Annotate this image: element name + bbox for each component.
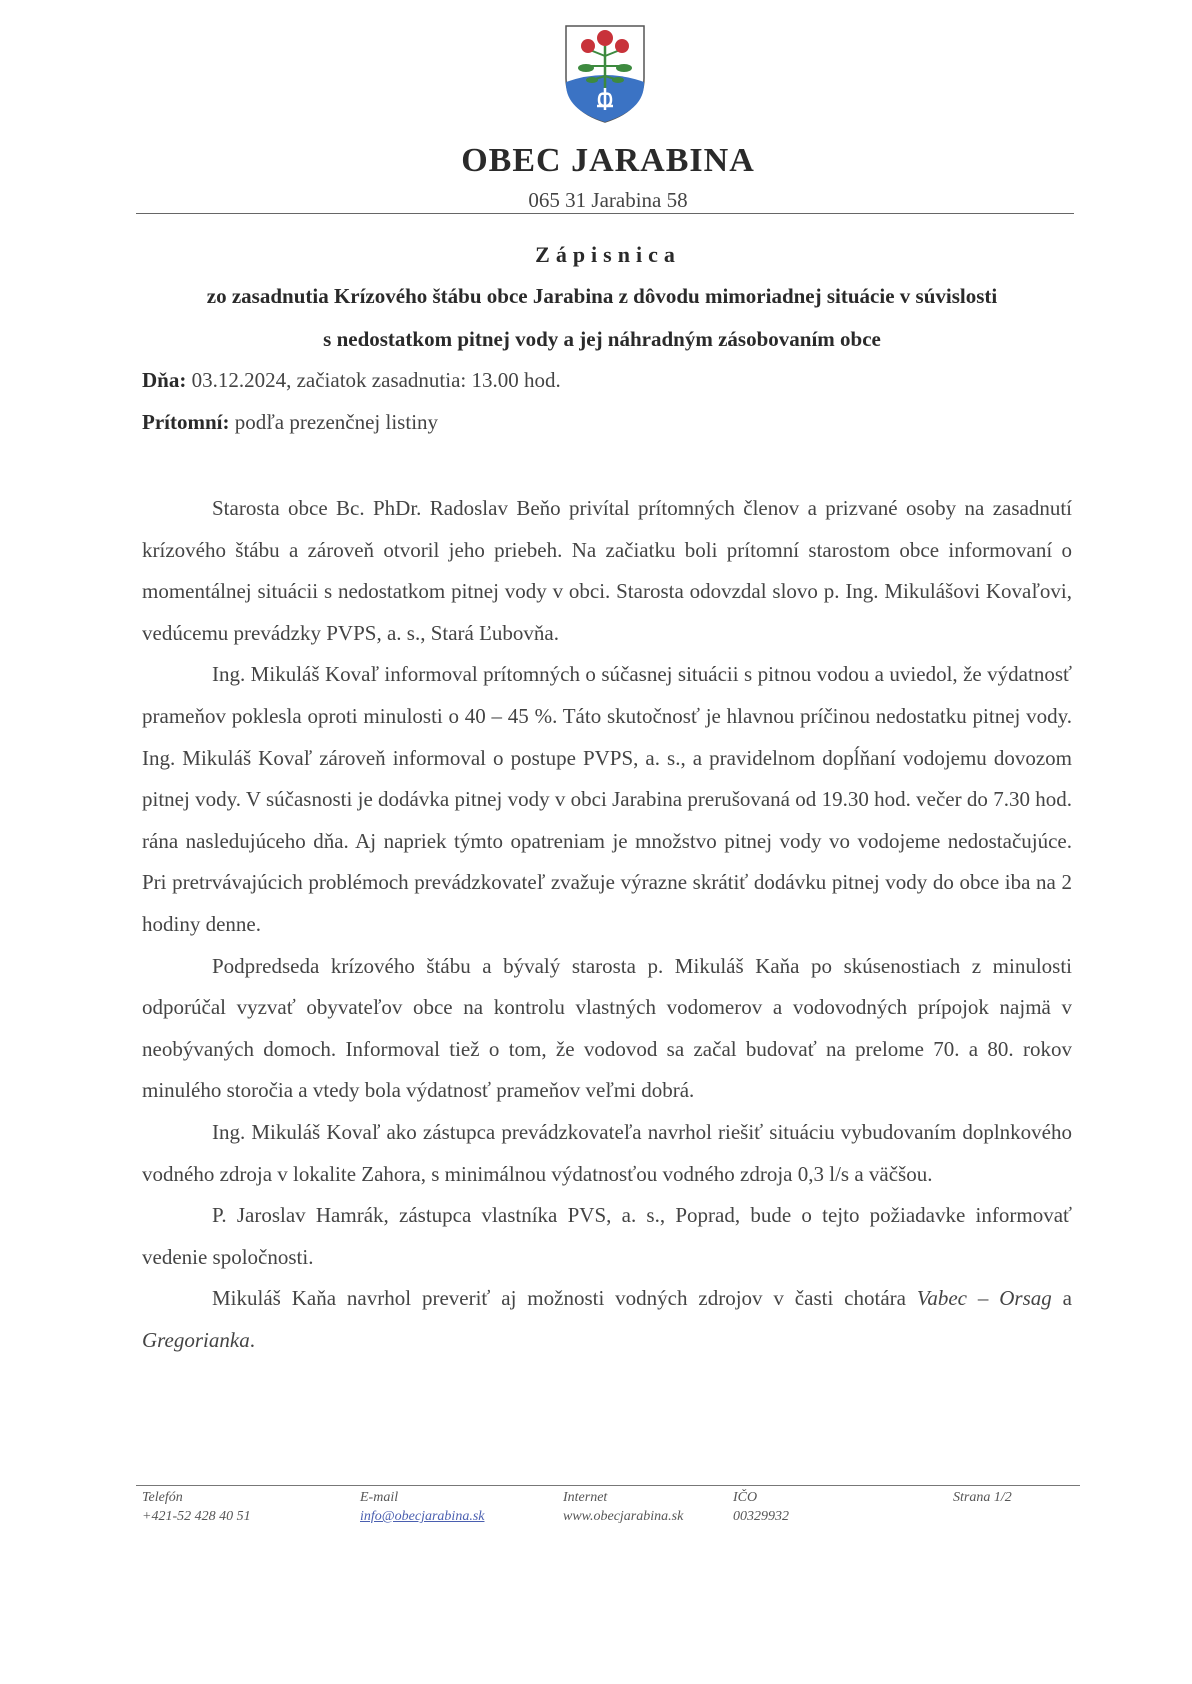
body-paragraph: Starosta obce Bc. PhDr. Radoslav Beňo privítal prítomných členov a prizvané osoby na zasadnutí krízového štábu a zároveň otvoril jeho priebeh. Na začiatku boli prítomní starostom obce informovaní o momentálnej situácii s nedostatkom pitnej vody v obci. Starosta odovzdal slovo p. Ing. Mikulášovi Kovaľovi, vedúcemu prevádzky PVPS, a. s., Stará Ľubovňa.	[142, 496, 1072, 645]
coat-of-arms-crest	[562, 22, 648, 126]
document-subtitle-line2: s nedostatkom pitnej vody a jej náhradným zásobovaním obce	[323, 327, 881, 351]
last-paragraph-middle: a	[1051, 1286, 1073, 1311]
document-title: Zápisnica	[535, 242, 681, 267]
footer-ico	[733, 1488, 789, 1526]
footer-email-label: E-mail	[360, 1490, 399, 1505]
attendees	[142, 410, 438, 435]
meeting-date-label: Dňa:	[142, 368, 187, 392]
place-name-gregorianka: Gregorianka	[142, 1327, 250, 1352]
body-paragraph: Ing. Mikuláš Kovaľ ako zástupca prevádzkovateľa navrhol riešiť situáciu vybudovaním doplnkového vodného zdroja v lokalite Zahora, s minimálnou výdatnosťou vodného zdroja 0,3 l/s a väčšou.	[142, 1119, 1072, 1186]
body-paragraph: Podpredseda krízového štábu a bývalý starosta p. Mikuláš Kaňa po skúsenostiach z minulosti odporúčal vyzvať obyvateľov obce na kontrolu vlastných vodomerov a vodovodných prípojok najmä v neobývaných domoch. Informoval tiež o tom, že vodovod sa začal budovať na prelome 70. a 80. rokov minulého storočia a vtedy bola výdatnosť prameňov veľmi dobrá.	[142, 953, 1072, 1103]
footer-phone-label: Telefón	[142, 1490, 183, 1505]
footer-phone	[142, 1488, 251, 1526]
page-number: Strana 1/2	[953, 1490, 1012, 1505]
body-paragraph: P. Jaroslav Hamrák, zástupca vlastníka PVS, a. s., Poprad, bude o tejto požiadavke informovať vedenie spoločnosti.	[142, 1203, 1072, 1269]
organization-name: OBEC JARABINA	[461, 142, 755, 179]
meeting-date	[142, 368, 561, 393]
header-divider	[136, 213, 1074, 214]
footer-ico-value: 00329932	[733, 1509, 789, 1524]
document-subtitle-line1: zo zasadnutia Krízového štábu obce Jarabina z dôvodu mimoriadnej situácie v súvislosti	[206, 284, 998, 308]
meeting-date-value: 03.12.2024, začiatok zasadnutia: 13.00 hod.	[191, 368, 561, 392]
attendees-label: Prítomní:	[142, 410, 230, 434]
place-name-vabec-orsag: Vabec – Orsag	[916, 1286, 1052, 1311]
attendees-value: podľa prezenčnej listiny	[234, 410, 439, 434]
footer-ico-label: IČO	[733, 1490, 758, 1505]
footer-web-label: Internet	[563, 1490, 608, 1505]
document-body	[142, 488, 1072, 1361]
footer-page-number	[953, 1488, 1012, 1507]
last-paragraph-end: .	[249, 1327, 255, 1352]
footer-web	[563, 1488, 683, 1526]
organization-address: 065 31 Jarabina 58	[528, 188, 688, 212]
footer-phone-value: +421-52 428 40 51	[142, 1509, 251, 1524]
body-paragraph-last	[142, 1278, 1072, 1361]
footer-email-link[interactable]: info@obecjarabina.sk	[360, 1509, 485, 1524]
footer-email	[360, 1488, 484, 1526]
footer-divider	[136, 1485, 1080, 1486]
body-paragraph: Ing. Mikuláš Kovaľ informoval prítomných o súčasnej situácii s pitnou vodou a uviedol, že výdatnosť prameňov poklesla oproti minulosti o 40 – 45 %. Táto skutočnosť je hlavnou príčinou nedostatku pitnej vody. Ing. Mikuláš Kovaľ zároveň informoval o postupe PVPS, a. s., a pravidelnom dopĺňaní vodojemu dovozom pitnej vody. V súčasnosti je dodávka pitnej vody v obci Jarabina prerušovaná od 19.30 hod. večer do 7.30 hod. rána nasledujúceho dňa. Aj napriek týmto opatreniam je množstvo pitnej vody vo vodojeme nedostačujúce. Pri pretrvávajúcich problémoch prevádzkovateľ zvažuje výrazne skrátiť dodávku pitnej vody do obce iba na 2 hodiny denne.	[142, 662, 1072, 936]
last-paragraph-text: Mikuláš Kaňa navrhol preveriť aj možnosti vodných zdrojov v časti chotára	[212, 1286, 917, 1311]
footer-web-value: www.obecjarabina.sk	[563, 1509, 684, 1524]
